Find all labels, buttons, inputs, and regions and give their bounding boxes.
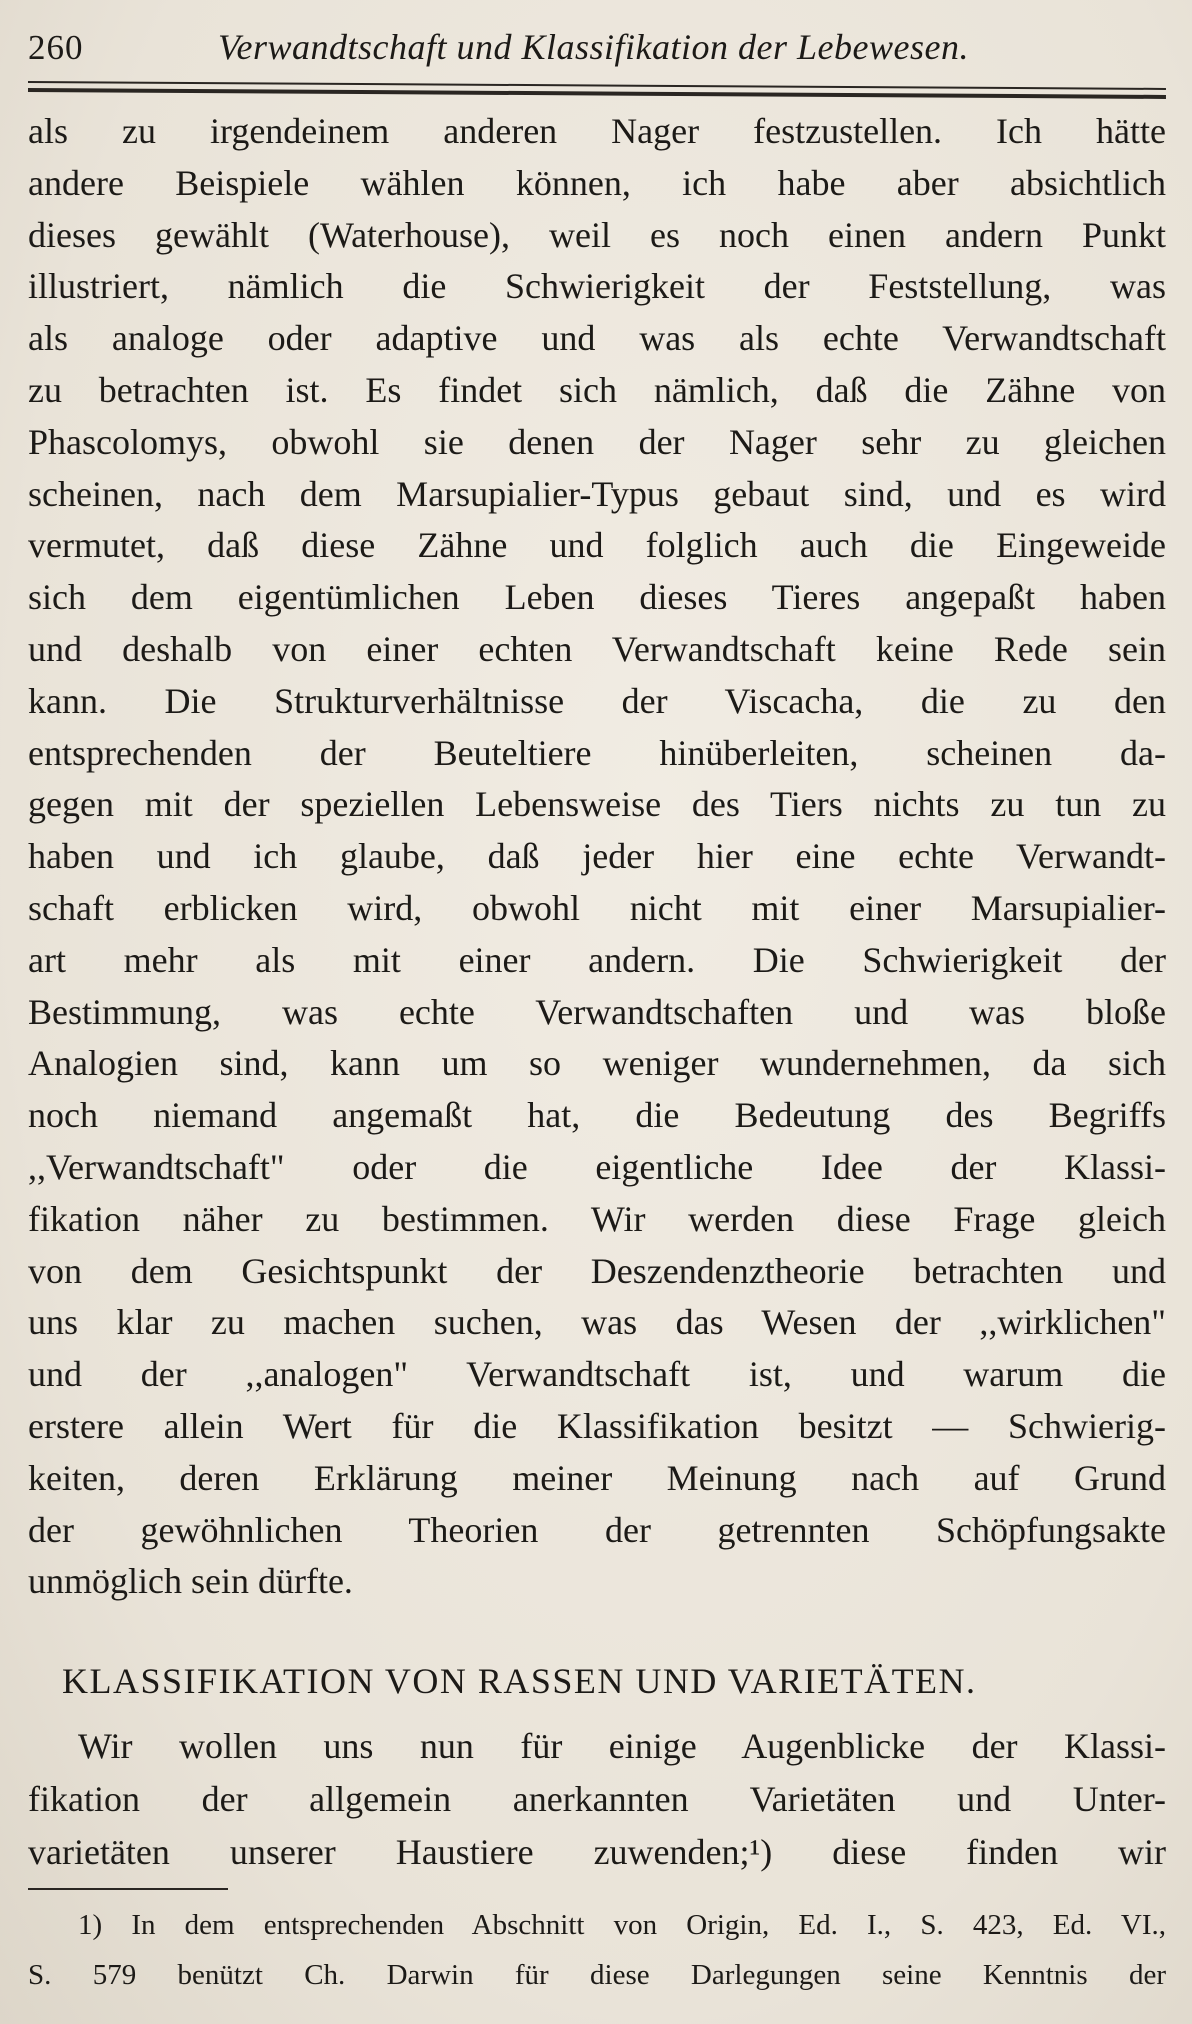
text-line: noch niemand angemaßt hat, die Bedeutung des Begriffs	[28, 1095, 1166, 1136]
second-paragraph	[28, 1720, 1166, 1879]
text-line: der gewöhnlichen Theorien der getrennten Schöpfungsakte	[28, 1509, 1166, 1550]
text-line: gegen mit der speziellen Lebensweise des Tiers nichts zu tun zu	[28, 784, 1166, 825]
text-line: dieses gewählt (Waterhouse), weil es noch einen andern Punkt	[28, 214, 1166, 255]
text-line: ,,Verwandtschaft" oder die eigentliche Idee der Klassi-	[28, 1146, 1166, 1187]
footnotes	[28, 1900, 1166, 2000]
footnote-line: S. 579 benützt Ch. Darwin für diese Darlegungen seine Kenntnis der	[28, 1959, 1166, 1991]
page-number: 260	[28, 28, 84, 67]
text-line: entsprechenden der Beuteltiere hinüberleiten, scheinen da-	[28, 732, 1166, 773]
text-line: und deshalb von einer echten Verwandtschaft keine Rede sein	[28, 628, 1166, 669]
text-line: haben und ich glaube, daß jeder hier eine echte Verwandt-	[28, 836, 1166, 877]
text-line: sich dem eigentümlichen Leben dieses Tieres angepaßt haben	[28, 577, 1166, 618]
footnote-line: 1) In dem entsprechenden Abschnitt von Origin, Ed. I., S. 423, Ed. VI.,	[78, 1909, 1166, 1941]
text-line: fikation näher zu bestimmen. Wir werden diese Frage gleich	[28, 1198, 1166, 1239]
main-paragraph	[28, 106, 1166, 1608]
text-line: andere Beispiele wählen können, ich habe aber absichtlich	[28, 162, 1166, 203]
section-heading: KLASSIFIKATION VON RASSEN UND VARIETÄTEN.	[62, 1661, 977, 1701]
text-line: zu betrachten ist. Es findet sich nämlich, daß die Zähne von	[28, 369, 1166, 410]
footnote-rule	[28, 1888, 228, 1890]
text-line: art mehr als mit einer andern. Die Schwierigkeit der	[28, 939, 1166, 980]
text-line: erstere allein Wert für die Klassifikation besitzt — Schwierig-	[28, 1405, 1166, 1446]
text-line: Analogien sind, kann um so weniger wundernehmen, da sich	[28, 1043, 1166, 1084]
text-line: fikation der allgemein anerkannten Varietäten und Unter-	[28, 1779, 1166, 1819]
text-line: Bestimmung, was echte Verwandtschaften und was bloße	[28, 991, 1166, 1032]
text-line: vermutet, daß diese Zähne und folglich auch die Eingeweide	[28, 525, 1166, 566]
text-line: varietäten unserer Haustiere zuwenden;¹) diese finden wir	[28, 1832, 1166, 1872]
text-line: als analoge oder adaptive und was als echte Verwandtschaft	[28, 318, 1166, 359]
text-line: kann. Die Strukturverhältnisse der Viscacha, die zu den	[28, 680, 1166, 721]
text-line: Phascolomys, obwohl sie denen der Nager sehr zu gleichen	[28, 421, 1166, 462]
text-line: und der ,,analogen" Verwandtschaft ist, und warum die	[28, 1354, 1166, 1395]
text-line: uns klar zu machen suchen, was das Wesen der ,,wirklichen"	[28, 1302, 1166, 1343]
text-line: schaft erblicken wird, obwohl nicht mit einer Marsupialier-	[28, 887, 1166, 928]
running-title: Verwandtschaft und Klassifikation der Lebewesen.	[218, 27, 969, 67]
header-rule-thick	[28, 88, 1166, 99]
text-line: illustriert, nämlich die Schwierigkeit der Feststellung, was	[28, 266, 1166, 307]
text-line: keiten, deren Erklärung meiner Meinung nach auf Grund	[28, 1457, 1166, 1498]
text-line: von dem Gesichtspunkt der Deszendenztheorie betrachten und	[28, 1250, 1166, 1291]
page-header	[28, 22, 1168, 82]
text-line: als zu irgendeinem anderen Nager festzustellen. Ich hätte	[28, 111, 1166, 151]
text-line: unmöglich sein dürfte.	[28, 1561, 353, 1602]
text-line: scheinen, nach dem Marsupialier-Typus gebaut sind, und es wird	[28, 473, 1166, 514]
text-line: Wir wollen uns nun für einige Augenblicke der Klassi-	[78, 1726, 1166, 1766]
